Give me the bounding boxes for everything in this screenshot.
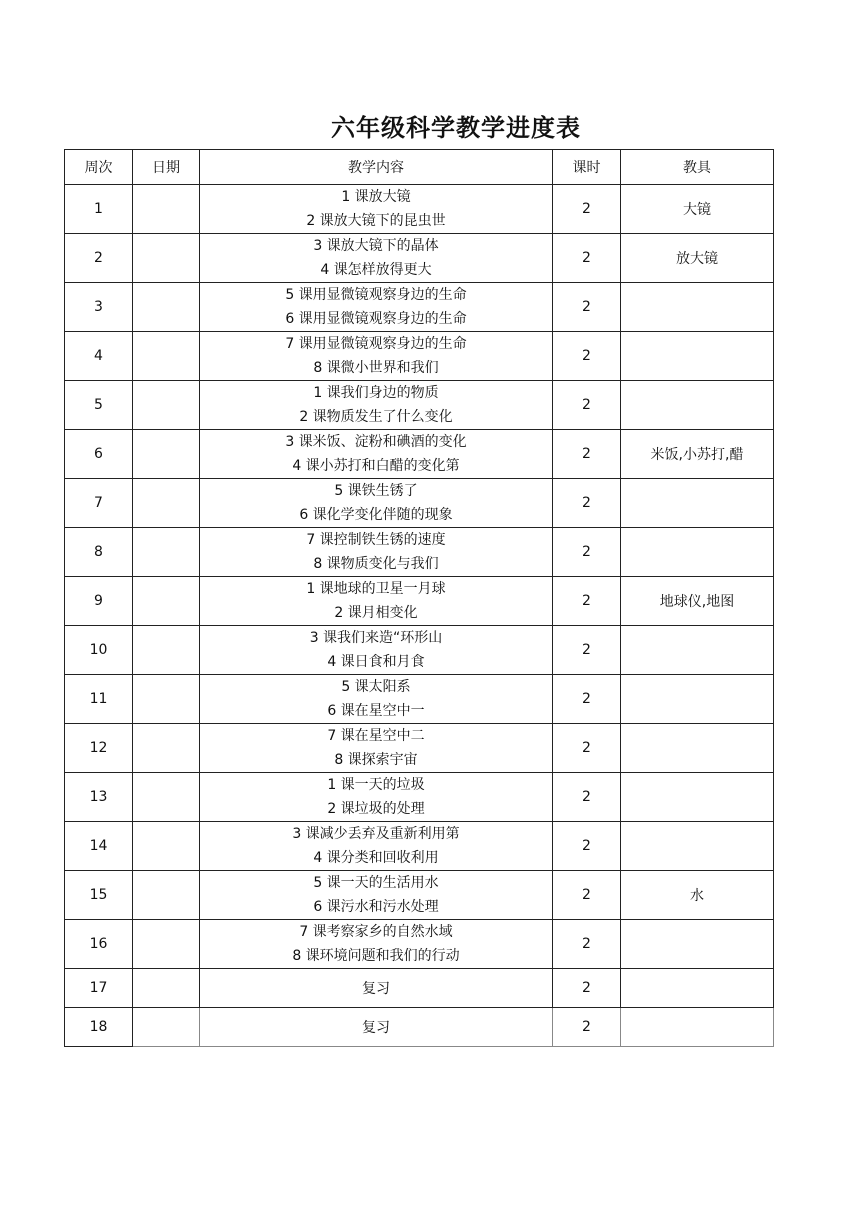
tools-cell: 地球仪,地图 <box>621 577 774 626</box>
week-cell: 3 <box>65 283 133 332</box>
lesson-line: 7 课考察家乡的自然水域 <box>299 924 453 940</box>
date-cell <box>133 185 200 234</box>
hours-cell: 2 <box>553 724 621 773</box>
tools-cell: 放大镜 <box>621 234 774 283</box>
date-cell <box>133 332 200 381</box>
date-cell <box>133 626 200 675</box>
table-row <box>65 528 774 577</box>
date-cell <box>133 430 200 479</box>
lesson-line: 4 课小苏打和白醋的变化第 <box>292 458 460 474</box>
content-cell <box>200 234 553 283</box>
content-cell <box>200 920 553 969</box>
content-cell <box>200 479 553 528</box>
content-cell <box>200 430 553 479</box>
lesson-line: 3 课米饭、淀粉和碘酒的变化 <box>285 434 467 450</box>
content-cell <box>200 626 553 675</box>
week-cell: 17 <box>65 969 133 1008</box>
hours-cell: 2 <box>553 185 621 234</box>
lesson-line: 8 课环境问题和我们的行动 <box>292 948 460 964</box>
lesson-line: 7 课用显微镜观察身边的生命 <box>285 336 467 352</box>
tools-cell <box>621 969 774 1008</box>
hours-cell: 2 <box>553 283 621 332</box>
table-row <box>65 185 774 234</box>
lesson-line: 4 课分类和回收利用 <box>313 850 439 866</box>
week-cell: 2 <box>65 234 133 283</box>
lesson-line: 1 课我们身边的物质 <box>313 385 439 401</box>
week-cell: 12 <box>65 724 133 773</box>
lesson-line: 2 课放大镜下的昆虫世 <box>306 213 446 229</box>
week-cell: 13 <box>65 773 133 822</box>
table-row <box>65 479 774 528</box>
week-cell: 1 <box>65 185 133 234</box>
content-cell <box>200 283 553 332</box>
lesson-line: 8 课探索宇宙 <box>334 752 418 768</box>
date-cell <box>133 234 200 283</box>
tools-cell <box>621 920 774 969</box>
table-row <box>65 871 774 920</box>
table-row <box>65 773 774 822</box>
date-cell <box>133 871 200 920</box>
content-cell <box>200 822 553 871</box>
table-row <box>65 969 774 1008</box>
lesson-line: 4 课日食和月食 <box>327 654 425 670</box>
content-cell <box>200 185 553 234</box>
lesson-line: 3 课减少丢弃及重新利用第 <box>292 826 460 842</box>
lesson-line: 6 课用显微镜观察身边的生命 <box>285 311 467 327</box>
table-row <box>65 1008 774 1047</box>
header-row <box>65 150 774 185</box>
hours-cell: 2 <box>553 577 621 626</box>
table-row <box>65 234 774 283</box>
content-cell <box>200 381 553 430</box>
table-row <box>65 724 774 773</box>
lesson-line: 5 课铁生锈了 <box>334 483 418 499</box>
lesson-line: 1 课放大镜 <box>341 189 411 205</box>
content-cell <box>200 675 553 724</box>
date-cell <box>133 773 200 822</box>
lesson-line: 5 课用显微镜观察身边的生命 <box>285 287 467 303</box>
tools-cell <box>621 626 774 675</box>
header-date: 日期 <box>133 150 200 185</box>
date-cell <box>133 920 200 969</box>
header-content: 教学内容 <box>200 150 553 185</box>
week-cell: 5 <box>65 381 133 430</box>
hours-cell: 2 <box>553 479 621 528</box>
table-row <box>65 822 774 871</box>
tools-cell <box>621 724 774 773</box>
date-cell <box>133 969 200 1008</box>
hours-cell: 2 <box>553 822 621 871</box>
date-cell <box>133 577 200 626</box>
week-cell: 10 <box>65 626 133 675</box>
tools-cell <box>621 332 774 381</box>
header-week: 周次 <box>65 150 133 185</box>
date-cell <box>133 1008 200 1047</box>
tools-cell <box>621 773 774 822</box>
tools-cell <box>621 1008 774 1047</box>
content-cell <box>200 332 553 381</box>
date-cell <box>133 822 200 871</box>
content-cell <box>200 773 553 822</box>
lesson-line: 4 课怎样放得更大 <box>320 262 432 278</box>
lesson-line: 8 课物质变化与我们 <box>313 556 439 572</box>
tools-cell <box>621 283 774 332</box>
hours-cell: 2 <box>553 969 621 1008</box>
date-cell <box>133 381 200 430</box>
table-row <box>65 675 774 724</box>
tools-cell: 米饭,小苏打,醋 <box>621 430 774 479</box>
date-cell <box>133 479 200 528</box>
hours-cell: 2 <box>553 626 621 675</box>
week-cell: 9 <box>65 577 133 626</box>
tools-cell <box>621 528 774 577</box>
lesson-line: 3 课放大镜下的晶体 <box>313 238 439 254</box>
lesson-line: 6 课在星空中一 <box>327 703 425 719</box>
hours-cell: 2 <box>553 234 621 283</box>
hours-cell: 2 <box>553 920 621 969</box>
date-cell <box>133 675 200 724</box>
table-row <box>65 332 774 381</box>
lesson-line: 8 课微小世界和我们 <box>313 360 439 376</box>
header-tools: 教具 <box>621 150 774 185</box>
table-row <box>65 577 774 626</box>
content-cell <box>200 871 553 920</box>
date-cell <box>133 528 200 577</box>
schedule-table <box>64 149 774 1047</box>
content-cell <box>200 577 553 626</box>
hours-cell: 2 <box>553 675 621 724</box>
hours-cell: 2 <box>553 381 621 430</box>
lesson-line: 1 课地球的卫星一月球 <box>306 581 446 597</box>
hours-cell: 2 <box>553 332 621 381</box>
lesson-line: 2 课月相变化 <box>334 605 418 621</box>
date-cell <box>133 724 200 773</box>
hours-cell: 2 <box>553 1008 621 1047</box>
content-cell: 复习 <box>200 1008 553 1047</box>
lesson-line: 3 课我们来造“环形山 <box>309 630 443 646</box>
week-cell: 16 <box>65 920 133 969</box>
lesson-line: 7 课在星空中二 <box>327 728 425 744</box>
table-row <box>65 381 774 430</box>
tools-cell <box>621 822 774 871</box>
lesson-line: 6 课污水和污水处理 <box>313 899 439 915</box>
tools-cell <box>621 479 774 528</box>
week-cell: 11 <box>65 675 133 724</box>
tools-cell <box>621 675 774 724</box>
content-cell <box>200 724 553 773</box>
lesson-line: 2 课垃圾的处理 <box>327 801 425 817</box>
table-row <box>65 283 774 332</box>
table-row <box>65 920 774 969</box>
week-cell: 6 <box>65 430 133 479</box>
table-row <box>65 430 774 479</box>
week-cell: 15 <box>65 871 133 920</box>
week-cell: 8 <box>65 528 133 577</box>
header-hours: 课时 <box>553 150 621 185</box>
lesson-line: 2 课物质发生了什么变化 <box>299 409 453 425</box>
lesson-line: 6 课化学变化伴随的现象 <box>299 507 453 523</box>
week-cell: 4 <box>65 332 133 381</box>
table-row <box>65 626 774 675</box>
hours-cell: 2 <box>553 773 621 822</box>
hours-cell: 2 <box>553 871 621 920</box>
week-cell: 18 <box>65 1008 133 1047</box>
lesson-line: 5 课一天的生活用水 <box>313 875 439 891</box>
content-cell: 复习 <box>200 969 553 1008</box>
lesson-line: 1 课一天的垃圾 <box>327 777 425 793</box>
lesson-line: 5 课太阳系 <box>341 679 411 695</box>
tools-cell: 大镜 <box>621 185 774 234</box>
tools-cell: 水 <box>621 871 774 920</box>
tools-cell <box>621 381 774 430</box>
week-cell: 7 <box>65 479 133 528</box>
date-cell <box>133 283 200 332</box>
page-title: 六年级科学教学进度表 <box>331 114 581 142</box>
content-cell <box>200 528 553 577</box>
hours-cell: 2 <box>553 528 621 577</box>
hours-cell: 2 <box>553 430 621 479</box>
week-cell: 14 <box>65 822 133 871</box>
lesson-line: 7 课控制铁生锈的速度 <box>306 532 446 548</box>
